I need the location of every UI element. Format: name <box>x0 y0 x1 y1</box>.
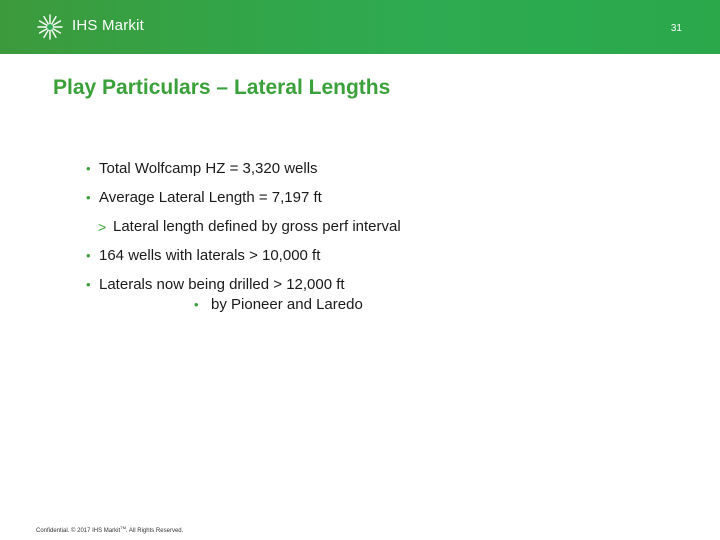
slide-title: Play Particulars – Lateral Lengths <box>53 76 391 99</box>
bullet-text: 164 wells with laterals > 10,000 ft <box>99 247 321 264</box>
bullet-item <box>86 275 686 295</box>
bullet-text: by Pioneer and Laredo <box>211 296 363 313</box>
bullet-item <box>86 246 686 266</box>
bullet-item <box>86 159 686 179</box>
sub-bullet-item <box>86 217 686 237</box>
bullet-marker: • <box>86 277 91 292</box>
bullet-marker: > <box>98 219 107 235</box>
bullet-text: Lateral length defined by gross perf interval <box>113 218 401 235</box>
footer-copyright <box>36 525 183 534</box>
page-number: 31 <box>670 23 682 34</box>
starburst-logo-icon <box>36 13 64 41</box>
header-bar <box>0 0 720 54</box>
bullet-marker: • <box>86 190 91 205</box>
bullet-list <box>86 159 686 315</box>
bullet-marker: • <box>86 248 91 263</box>
bullet-text: Average Lateral Length = 7,197 ft <box>99 189 322 206</box>
bullet-text: Total Wolfcamp HZ = 3,320 wells <box>99 160 318 177</box>
footer-text: Confidential. © 2017 IHS Markit <box>36 528 121 534</box>
trademark-mark: TM <box>120 525 126 530</box>
bullet-item <box>86 188 686 208</box>
bullet-marker: • <box>194 297 199 312</box>
bullet-marker: • <box>86 161 91 176</box>
footer-text-end: . All Rights Reserved. <box>125 528 184 534</box>
brand-name: IHS Markit <box>72 17 145 34</box>
bullet-text: Laterals now being drilled > 12,000 ft <box>99 276 345 293</box>
nested-bullet-item <box>86 295 686 315</box>
